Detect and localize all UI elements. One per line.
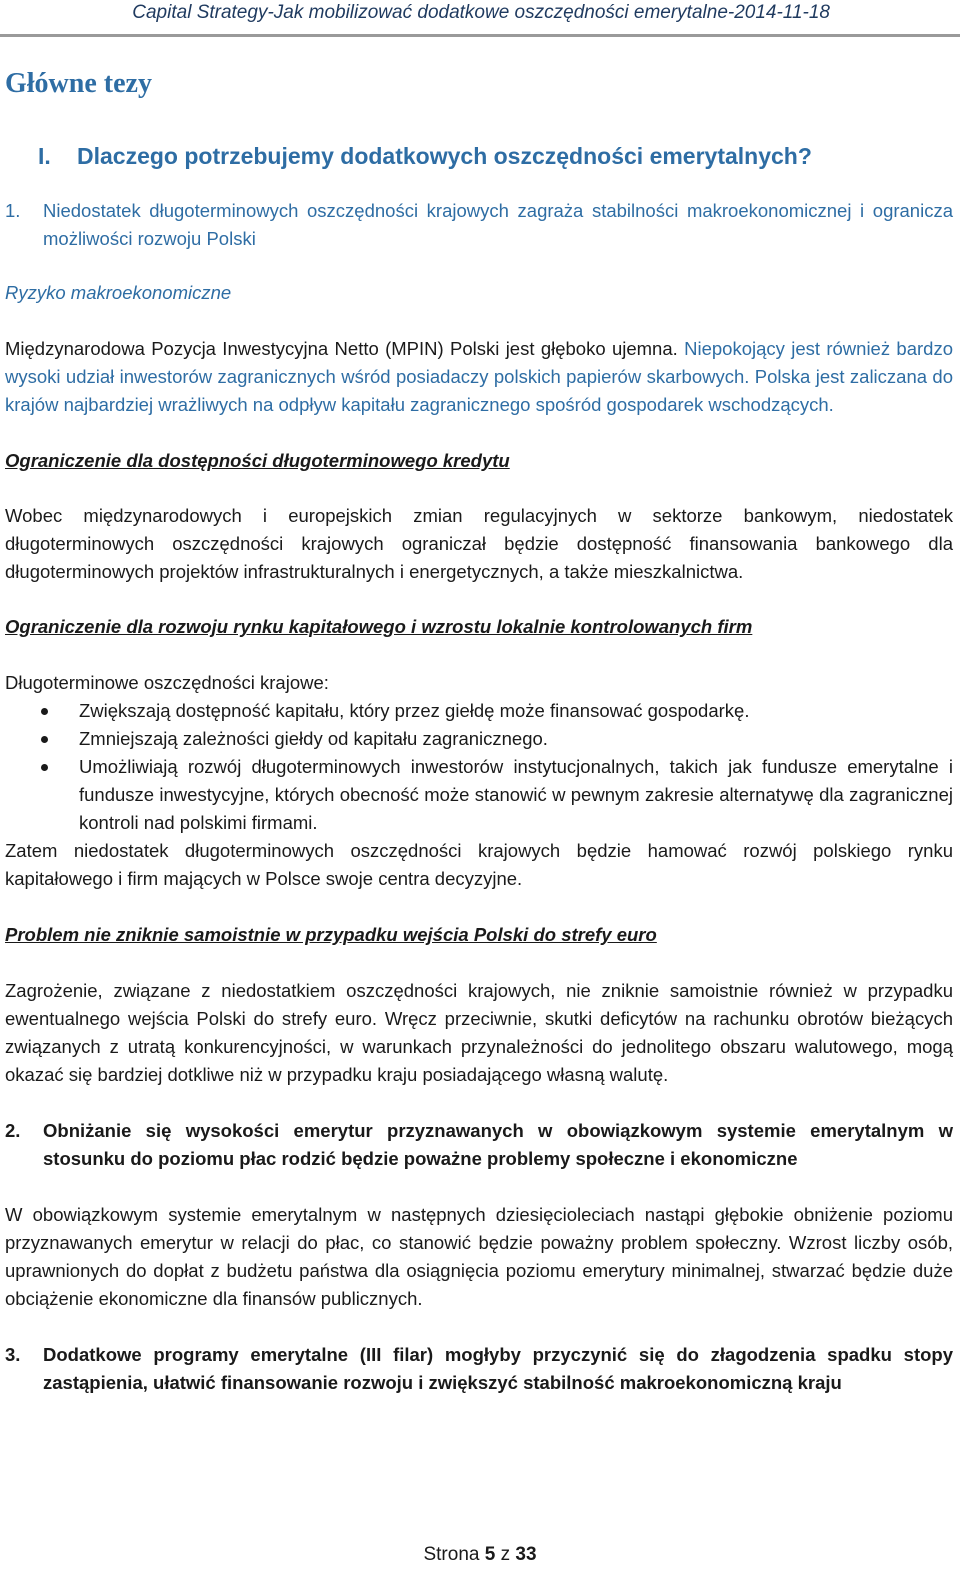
header-title: Capital Strategy-Jak mobilizować dodatkowe oszczędności emerytalne-2014-11-18 xyxy=(132,2,830,23)
point-2-number: 2. xyxy=(5,1120,21,1141)
list-item: Zmniejszają zależności giełdy od kapitału zagranicznego. xyxy=(5,725,953,753)
point-2 xyxy=(5,1117,953,1173)
paragraph-euro: Zagrożenie, związane z niedostatkiem oszczędności krajowych, nie zniknie samoistnie również w przypadku ewentualnego wejścia Polski do strefy euro. Wręcz przeciwnie, skutki deficytów na rachunku obrotów bieżących związanych z utratą konkurencyjności, w warunkach przynależności do jednolitego obszaru walutowego, mogą okazać się bardziej dotkliwe niż w przypadku kraju posiadającego własną walutę. xyxy=(5,980,953,1085)
paragraph-mpin-lead: Międzynarodowa Pozycja Inwestycyjna Netto (MPIN) Polski jest głęboko ujemna. xyxy=(5,338,685,359)
bullet-icon xyxy=(5,753,79,837)
paragraph-pensions: W obowiązkowym systemie emerytalnym w następnych dziesięcioleciach nastąpi głębokie obniżenie poziomu przyznawanych emerytur w relacji do płac, co stanowić będzie poważny problem społeczny. Wzrost liczby osób, uprawnionych do dopłat z budżetu państwa dla osiągnięcia poziomu emerytury minimalnej, stwarzać będzie duże obciążenie ekonomiczne dla finansów publicznych. xyxy=(5,1204,953,1309)
list-item: Zwiększają dostępność kapitału, który przez giełdę może finansować gospodarkę. xyxy=(5,697,953,725)
point-1 xyxy=(5,197,953,253)
page-footer xyxy=(0,1544,960,1566)
point-3-text: Dodatkowe programy emerytalne (III filar) mogłyby przyczynić się do złagodzenia spadku stopy zastąpienia, ułatwić finansowanie rozwoju i zwiększyć stabilność makroekonomiczną kraju xyxy=(43,1344,953,1393)
subheading-macro-risk: Ryzyko makroekonomiczne xyxy=(5,282,232,303)
point-3 xyxy=(5,1341,953,1397)
paragraph-mpin-highlight: Niepokojący jest również bardzo wysoki udział inwestorów zagranicznych wśród posiadaczy polskich papierów skarbowych. Polska jest zaliczana do krajów najbardziej wrażliwych na odpływ kapitału zagranicznego spośród gospodarek wschodzących. xyxy=(5,338,953,415)
footer-mid: z xyxy=(495,1544,516,1565)
paragraph-credit: Wobec międzynarodowych i europejskich zmian regulacyjnych w sektorze bankowym, niedostatek długoterminowych oszczędności krajowych ograniczał będzie dostępność finansowania bankowego dla długoterminowych projektów infrastrukturalnych i energetycznych, a także mieszkalnictwa. xyxy=(5,505,953,582)
section-number: I. xyxy=(38,143,51,169)
page-heading: Główne tezy xyxy=(5,68,152,99)
point-3-number: 3. xyxy=(5,1344,21,1365)
point-1-text: Niedostatek długoterminowych oszczędności krajowych zagraża stabilności makroekonomicznej i ogranicza możliwości rozwoju Polski xyxy=(43,200,953,249)
bullet-icon xyxy=(5,697,79,725)
bullet-icon xyxy=(5,725,79,753)
page-header xyxy=(0,0,960,37)
section-title: Dlaczego potrzebujemy dodatkowych oszczędności emerytalnych? xyxy=(77,143,812,169)
list-item: Umożliwiają rozwój długoterminowych inwestorów instytucjonalnych, takich jak fundusze emerytalne i fundusze inwestycyjne, których obecność może stanowić w pewnym zakresie alternatywę dla zagranicznej kontroli nad polskimi firmami. xyxy=(5,753,953,837)
paragraph-savings-intro: Długoterminowe oszczędności krajowe: xyxy=(5,672,329,693)
subheading-credit: Ograniczenie dla dostępności długoterminowego kredytu xyxy=(5,450,510,471)
point-2-text: Obniżanie się wysokości emerytur przyznawanych w obowiązkowym systemie emerytalnym w stosunku do poziomu płac rodzić będzie poważne problemy społeczne i ekonomiczne xyxy=(43,1120,953,1169)
subheading-euro: Problem nie zniknie samoistnie w przypadku wejścia Polski do strefy euro xyxy=(5,924,657,945)
point-1-number: 1. xyxy=(5,200,21,221)
section-heading xyxy=(5,143,953,170)
paragraph-savings-outro: Zatem niedostatek długoterminowych oszczędności krajowych będzie hamować rozwój polskiego rynku kapitałowego i firm mających w Polsce swoje centra decyzyjne. xyxy=(5,840,953,889)
footer-page-number: 5 xyxy=(484,1544,496,1565)
footer-total-pages: 33 xyxy=(515,1544,537,1565)
paragraph-mpin xyxy=(5,335,953,419)
subheading-capital-market: Ograniczenie dla rozwoju rynku kapitałowego i wzrostu lokalnie kontrolowanych firm xyxy=(5,616,753,637)
footer-prefix: Strona xyxy=(423,1544,485,1565)
benefits-list xyxy=(5,697,953,837)
document-body xyxy=(5,68,953,1397)
